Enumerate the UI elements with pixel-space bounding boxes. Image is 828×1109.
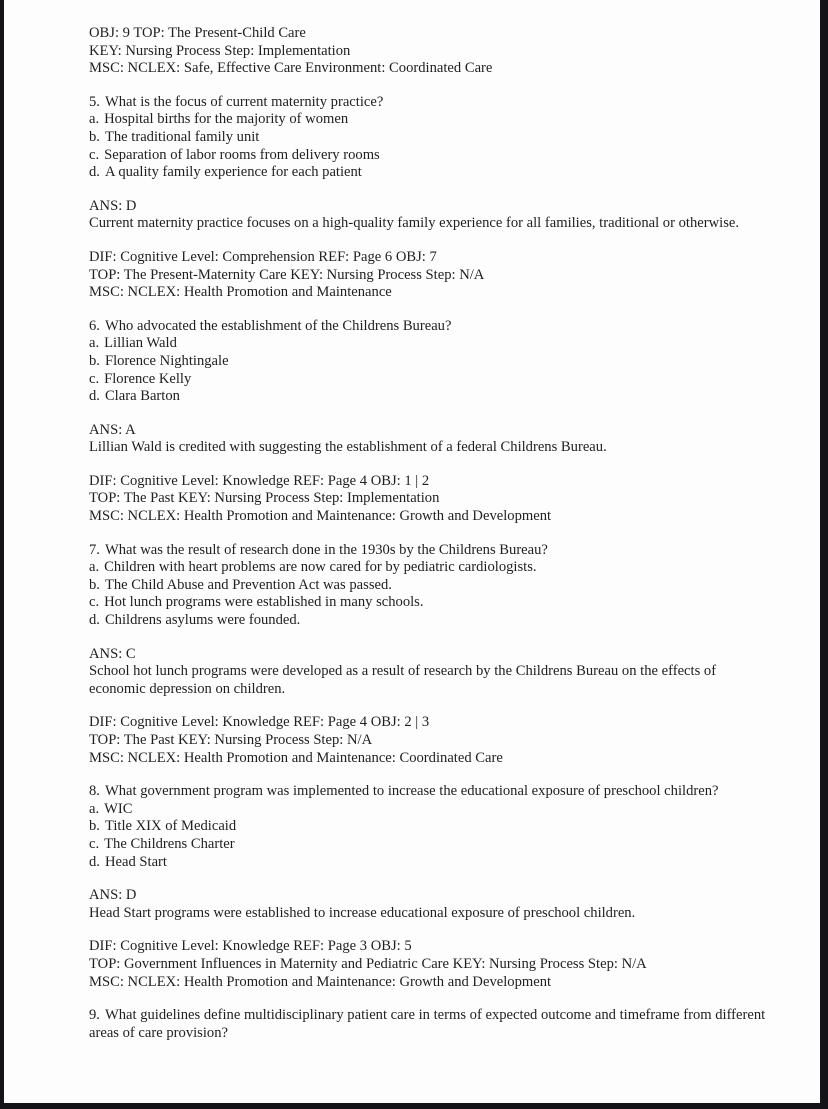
meta-block-6 — [89, 473, 771, 526]
answer-block-6 — [89, 422, 771, 457]
option-line — [89, 111, 771, 129]
option-letter: a. — [89, 111, 100, 128]
option-text: Childrens asylums were founded. — [104, 612, 301, 629]
option-line — [89, 612, 771, 630]
rationale-text: Current maternity practice focuses on a high-quality family experience for all families, traditional or otherwise. — [89, 215, 739, 232]
option-text: WIC — [104, 800, 133, 817]
rationale-text: Head Start programs were established to increase educational exposure of preschool children. — [89, 904, 636, 921]
meta-block-5 — [89, 249, 771, 302]
option-line — [89, 559, 771, 577]
question-text: What guidelines define multidisciplinary patient care in terms of expected outcome and timeframe from different areas of care provision? — [89, 1007, 766, 1041]
option-text: The Childrens Charter — [104, 835, 235, 852]
meta-line: TOP: The Present-Maternity Care KEY: Nursing Process Step: N/A — [89, 266, 485, 283]
question-number: 5. — [89, 93, 100, 110]
option-text: Head Start — [104, 853, 167, 870]
option-line — [89, 388, 771, 406]
question-text: What was the result of research done in the 1930s by the Childrens Bureau? — [104, 541, 548, 558]
option-text: Clara Barton — [104, 388, 180, 405]
option-line — [89, 353, 771, 371]
question-line — [89, 1007, 771, 1042]
question-number: 9. — [89, 1007, 100, 1024]
question-text: What is the focus of current maternity practice? — [104, 93, 384, 110]
option-line — [89, 335, 771, 353]
meta-line: MSC: NCLEX: Health Promotion and Maintenance: Growth and Development — [89, 973, 552, 990]
option-letter: b. — [89, 128, 100, 145]
option-letter: a. — [89, 559, 100, 576]
option-letter: a. — [89, 335, 100, 352]
option-letter: c. — [89, 835, 100, 852]
question-number: 6. — [89, 317, 100, 334]
meta-block-7 — [89, 714, 771, 767]
option-letter: d. — [89, 388, 100, 405]
meta-line: DIF: Cognitive Level: Comprehension REF: Page 6 OBJ: 7 — [89, 248, 437, 265]
meta-line: DIF: Cognitive Level: Knowledge REF: Page 3 OBJ: 5 — [89, 938, 412, 955]
option-line — [89, 836, 771, 854]
option-letter: d. — [89, 612, 100, 629]
option-text: Florence Kelly — [104, 370, 192, 387]
option-text: A quality family experience for each patient — [104, 164, 362, 181]
option-text: Separation of labor rooms from delivery rooms — [104, 146, 380, 163]
option-text: The traditional family unit — [104, 128, 260, 145]
leading-meta-block — [89, 25, 771, 78]
answer-line: ANS: D — [89, 197, 137, 214]
question-block-8 — [89, 783, 771, 871]
option-line — [89, 164, 771, 182]
meta-line: TOP: Government Influences in Maternity and Pediatric Care KEY: Nursing Process Step: N/A — [89, 955, 647, 972]
question-text: Who advocated the establishment of the Childrens Bureau? — [104, 317, 452, 334]
option-line — [89, 371, 771, 389]
option-letter: b. — [89, 576, 100, 593]
option-line — [89, 854, 771, 872]
option-text: Hospital births for the majority of women — [104, 111, 349, 128]
question-number: 8. — [89, 783, 100, 800]
meta-line: DIF: Cognitive Level: Knowledge REF: Page 4 OBJ: 2 | 3 — [89, 714, 430, 731]
document-content — [4, 0, 819, 1042]
option-letter: b. — [89, 352, 100, 369]
option-line — [89, 594, 771, 612]
option-line — [89, 801, 771, 819]
option-line — [89, 129, 771, 147]
option-text: Hot lunch programs were established in many schools. — [104, 594, 424, 611]
meta-line: MSC: NCLEX: Health Promotion and Maintenance — [89, 284, 392, 301]
question-text: What government program was implemented to increase the educational exposure of preschool children? — [104, 783, 719, 800]
option-letter: a. — [89, 800, 100, 817]
question-line — [89, 783, 771, 801]
question-block-5 — [89, 94, 771, 182]
question-number: 7. — [89, 541, 100, 558]
option-letter: d. — [89, 853, 100, 870]
question-block-9 — [89, 1007, 771, 1042]
answer-line: ANS: C — [89, 645, 136, 662]
option-letter: d. — [89, 164, 100, 181]
meta-line: KEY: Nursing Process Step: Implementation — [89, 42, 351, 59]
answer-block-8 — [89, 887, 771, 922]
meta-line: OBJ: 9 TOP: The Present-Child Care — [89, 25, 306, 41]
option-letter: c. — [89, 146, 100, 163]
question-line — [89, 542, 771, 560]
option-letter: b. — [89, 818, 100, 835]
meta-line: MSC: NCLEX: Safe, Effective Care Environment: Coordinated Care — [89, 60, 493, 77]
meta-line: TOP: The Past KEY: Nursing Process Step: N/A — [89, 732, 373, 748]
answer-block-7 — [89, 646, 771, 699]
option-line — [89, 147, 771, 165]
option-letter: c. — [89, 370, 100, 387]
option-text: The Child Abuse and Prevention Act was passed. — [104, 576, 392, 593]
option-text: Children with heart problems are now cared for by pediatric cardiologists. — [104, 559, 537, 576]
meta-line: DIF: Cognitive Level: Knowledge REF: Page 4 OBJ: 1 | 2 — [89, 472, 430, 489]
option-text: Title XIX of Medicaid — [104, 818, 237, 835]
question-line — [89, 94, 771, 112]
option-line — [89, 577, 771, 595]
option-text: Lillian Wald — [104, 335, 177, 352]
rationale-text: Lillian Wald is credited with suggesting the establishment of a federal Childrens Bureau. — [89, 439, 607, 456]
meta-line: TOP: The Past KEY: Nursing Process Step: Implementation — [89, 490, 440, 507]
option-letter: c. — [89, 594, 100, 611]
answer-line: ANS: A — [89, 421, 136, 438]
document-page — [4, 0, 820, 1103]
meta-block-8 — [89, 938, 771, 991]
meta-line: MSC: NCLEX: Health Promotion and Maintenance: Coordinated Care — [89, 749, 503, 766]
question-block-7 — [89, 542, 771, 630]
answer-line: ANS: D — [89, 887, 137, 904]
option-text: Florence Nightingale — [104, 352, 229, 369]
meta-line: MSC: NCLEX: Health Promotion and Maintenance: Growth and Development — [89, 508, 552, 525]
answer-block-5 — [89, 198, 771, 233]
rationale-text: School hot lunch programs were developed as a result of research by the Childrens Bureau on the effects of economic depression on children. — [89, 663, 717, 697]
option-line — [89, 818, 771, 836]
question-line — [89, 318, 771, 336]
question-block-6 — [89, 318, 771, 406]
